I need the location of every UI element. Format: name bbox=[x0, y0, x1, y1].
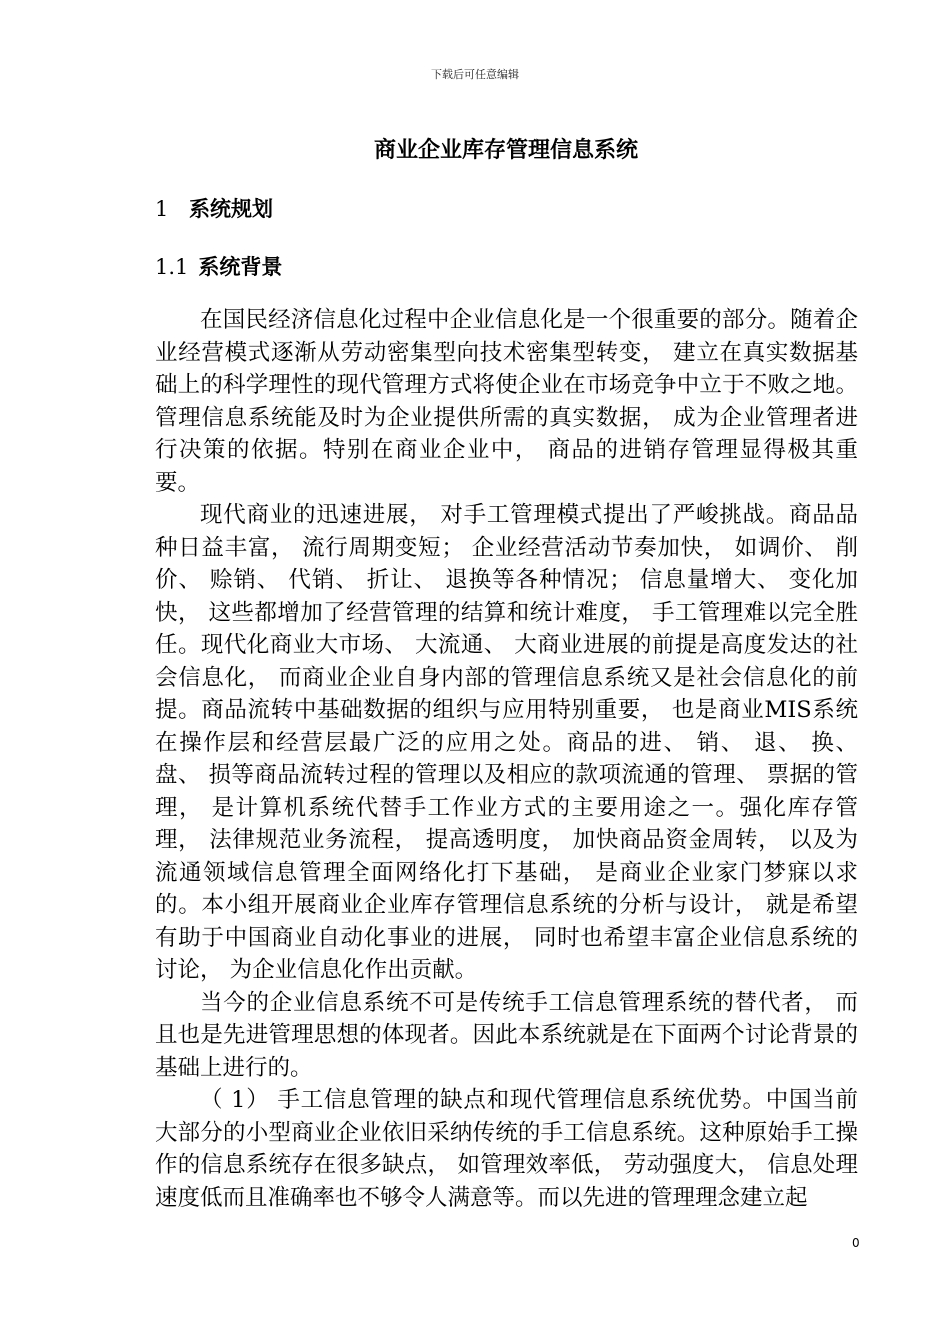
paragraph: 当今的企业信息系统不可是传统手工信息管理系统的替代者， 而且也是先进管理思想的体现者。因此本系统就是在下面两个讨论背景的基础上进行的。 bbox=[155, 989, 858, 1081]
subsection-title: 系统背景 bbox=[198, 255, 283, 279]
header-note: 下载后可任意编辑 bbox=[431, 68, 519, 81]
section-heading bbox=[155, 193, 273, 223]
paragraph: 在国民经济信息化过程中企业信息化是一个很重要的部分。随着企业经营模式逐渐从劳动密集型向技术密集型转变， 建立在真实数据基础上的科学理性的现代管理方式将使企业在市场竞争中立于不败之地。管理信息系统能及时为企业提供所需的真实数据， 成为企业管理者进行决策的依据。特别在商业企业中， 商品的进销存管理显得极其重要。 bbox=[155, 307, 858, 496]
subsection-number: 1.1 bbox=[155, 255, 189, 279]
section-title: 系统规划 bbox=[189, 197, 273, 221]
subsection-heading bbox=[155, 251, 282, 281]
document-title: 商业企业库存管理信息系统 bbox=[373, 138, 638, 163]
paragraph: 现代商业的迅速进展， 对手工管理模式提出了严峻挑战。商品品种日益丰富， 流行周期变短； 企业经营活动节奏加快， 如调价、 削价、 赊销、 代销、 折让、 退换等各种情况； 信息量增大、 变化加快， 这些都增加了经营管理的结算和统计难度， 手工管理难以完全胜任。现代化商业大市场、 大流通、 大商业进展的前提是高度发达的社会信息化， 而商业企业自身内部的管理信息系统又是社会信息化的前提。商品流转中基础数据的组织与应用特别重要， 也是商业MIS系统在操作层和经营层最广泛的应用之处。商品的进、 销、 退、 换、 盘、 损等商品流转过程的管理以及相应的款项流通的管理、 票据的管理， 是计算机系统代替手工作业方式的主要用途之一。强化库存管理， 法律规范业务流程， 提高透明度， 加快商品资金周转， 以及为流通领域信息管理全面网络化打下基础， 是商业企业家门梦寐以求的。本小组开展商业企业库存管理信息系统的分析与设计， 就是希望有助于中国商业自动化事业的进展， 同时也希望丰富企业信息系统的讨论， 为企业信息化作出贡献。 bbox=[155, 502, 858, 983]
body-text bbox=[155, 304, 858, 1214]
section-number: 1 bbox=[155, 197, 169, 221]
paragraph: （ 1） 手工信息管理的缺点和现代管理信息系统优势。中国当前大部分的小型商业企业依旧采纳传统的手工信息系统。这种原始手工操作的信息系统存在很多缺点， 如管理效率低， 劳动强度大， 信息处理速度低而且准确率也不够令人满意等。而以先进的管理理念建立起 bbox=[155, 1087, 858, 1211]
page-number: 0 bbox=[852, 1236, 860, 1250]
